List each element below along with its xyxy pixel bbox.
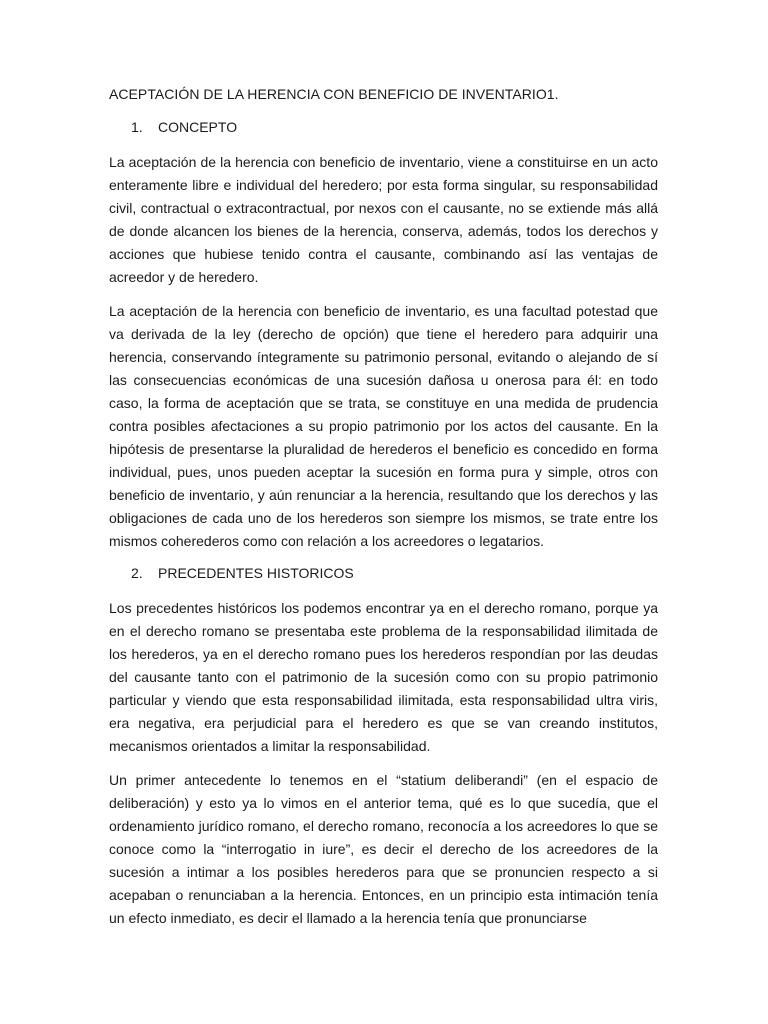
section-heading-concepto: [109, 117, 658, 137]
document-page: [109, 84, 658, 930]
document-title: ACEPTACIÓN DE LA HERENCIA CON BENEFICIO DE INVENTARIO1.: [109, 86, 559, 102]
section-heading-precedentes: [109, 563, 658, 583]
section-title: PRECEDENTES HISTORICOS: [158, 565, 354, 581]
section-number: 1.: [131, 119, 143, 135]
section-title: CONCEPTO: [158, 119, 238, 135]
paragraph: La aceptación de la herencia con beneficio de inventario, viene a constituirse en un acto enteramente libre e individual del heredero; por esta forma singular, su responsabilidad civil, contractual o extracontractual, por nexos con el causante, no se extiende más allá de donde alcancen los bienes de la herencia, conserva, además, todos los derechos y acciones que hubiese tenido contra el causante, combinando así las ventajas de acreedor y de heredero.: [109, 154, 658, 285]
paragraph: La aceptación de la herencia con beneficio de inventario, es una facultad potestad que va derivada de la ley (derecho de opción) que tiene el heredero para adquirir una herencia, conservando íntegramente su patrimonio personal, evitando o alejando de sí las consecuencias económicas de una sucesión dañosa u onerosa para él: en todo caso, la forma de aceptación que se trata, se constituye en una medida de prudencia contra posibles afectaciones a su propio patrimonio por los actos del causante. En la hipótesis de presentarse la pluralidad de herederos el beneficio es concedido en forma individual, pues, unos pueden aceptar la sucesión en forma pura y simple, otros con beneficio de inventario, y aún renunciar a la herencia, resultando que los derechos y las obligaciones de cada uno de los herederos son siempre los mismos, se trate entre los mismos coherederos como con relación a los acreedores o legatarios.: [109, 303, 658, 549]
section-number: 2.: [131, 565, 143, 581]
paragraph: Los precedentes históricos los podemos encontrar ya en el derecho romano, porque ya en el derecho romano se presentaba este problema de la responsabilidad ilimitada de los herederos, ya en el derecho romano pues los herederos respondían por las deudas del causante tanto con el patrimonio de la sucesión como con su propio patrimonio particular y viendo que esta responsabilidad ilimitada, esta responsabilidad ultra viris, era negativa, era perjudicial para el heredero es que se van creando institutos, mecanismos orientados a limitar la responsabilidad.: [109, 600, 658, 754]
paragraph: Un primer antecedente lo tenemos en el “statium deliberandi” (en el espacio de deliberación) y esto ya lo vimos en el anterior tema, qué es lo que sucedía, que el ordenamiento jurídico romano, el derecho romano, reconocía a los acreedores lo que se conoce como la “interrogatio in iure”, es decir el derecho de los acreedores de la sucesión a intimar a los posibles herederos para que se pronuncien respecto a si acepaban o renunciaban a la herencia. Entonces, en un principio esta intimación tenía un efecto inmediato, es decir el llamado a la herencia tenía que pronunciarse: [109, 772, 658, 926]
